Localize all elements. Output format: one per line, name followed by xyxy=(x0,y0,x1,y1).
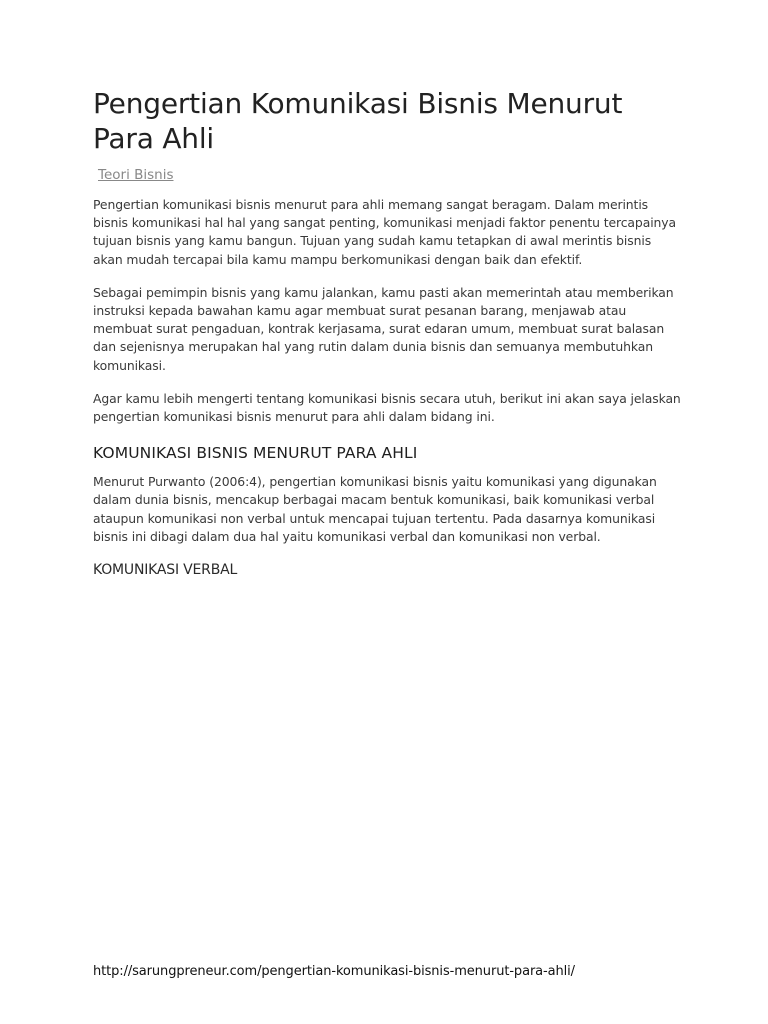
category-link[interactable]: Teori Bisnis xyxy=(98,167,174,183)
article-title: Pengertian Komunikasi Bisnis Menurut Para Ahli xyxy=(93,87,623,155)
paragraph-definition: Menurut Purwanto (2006:4), pengertian komunikasi bisnis yaitu komunikasi yang digunakan dalam dunia bisnis, mencakup berbagai macam bentuk komunikasi, baik komunikasi verbal ataupun komunikasi non verbal untuk mencapai tujuan tertentu. Pada dasarnya komunikasi bisnis ini dibagi dalam dua hal yaitu komunikasi verbal dan komunikasi non verbal. xyxy=(93,474,657,544)
source-url: http://sarungpreneur.com/pengertian-komunikasi-bisnis-menurut-para-ahli/ xyxy=(93,964,575,979)
article xyxy=(93,86,683,579)
paragraph-transition: Agar kamu lebih mengerti tentang komunikasi bisnis secara utuh, berikut ini akan saya jelaskan pengertian komunikasi bisnis menurut para ahli dalam bidang ini. xyxy=(93,390,681,425)
paragraph-leader: Sebagai pemimpin bisnis yang kamu jalankan, kamu pasti akan memerintah atau memberikan instruksi kepada bawahan kamu agar membuat surat pesanan barang, menjawab atau membuat surat pengaduan, kontrak kerjasama, surat edaran umum, membuat surat balasan dan sejenisnya merupakan hal yang rutin dalam dunia bisnis dan semuanya membutuhkan komunikasi. xyxy=(93,284,674,373)
section-heading: KOMUNIKASI BISNIS MENURUT PARA AHLI xyxy=(93,444,418,463)
paragraph-intro: Pengertian komunikasi bisnis menurut para ahli memang sangat beragam. Dalam merintis bisnis komunikasi hal hal yang sangat penting, komunikasi menjadi faktor penentu tercapainya tujuan bisnis yang kamu bangun. Tujuan yang sudah kamu tetapkan di awal merintis bisnis akan mudah tercapai bila kamu mampu berkomunikasi dengan baik dan efektif. xyxy=(93,197,677,267)
subsection-heading: KOMUNIKASI VERBAL xyxy=(93,562,238,579)
